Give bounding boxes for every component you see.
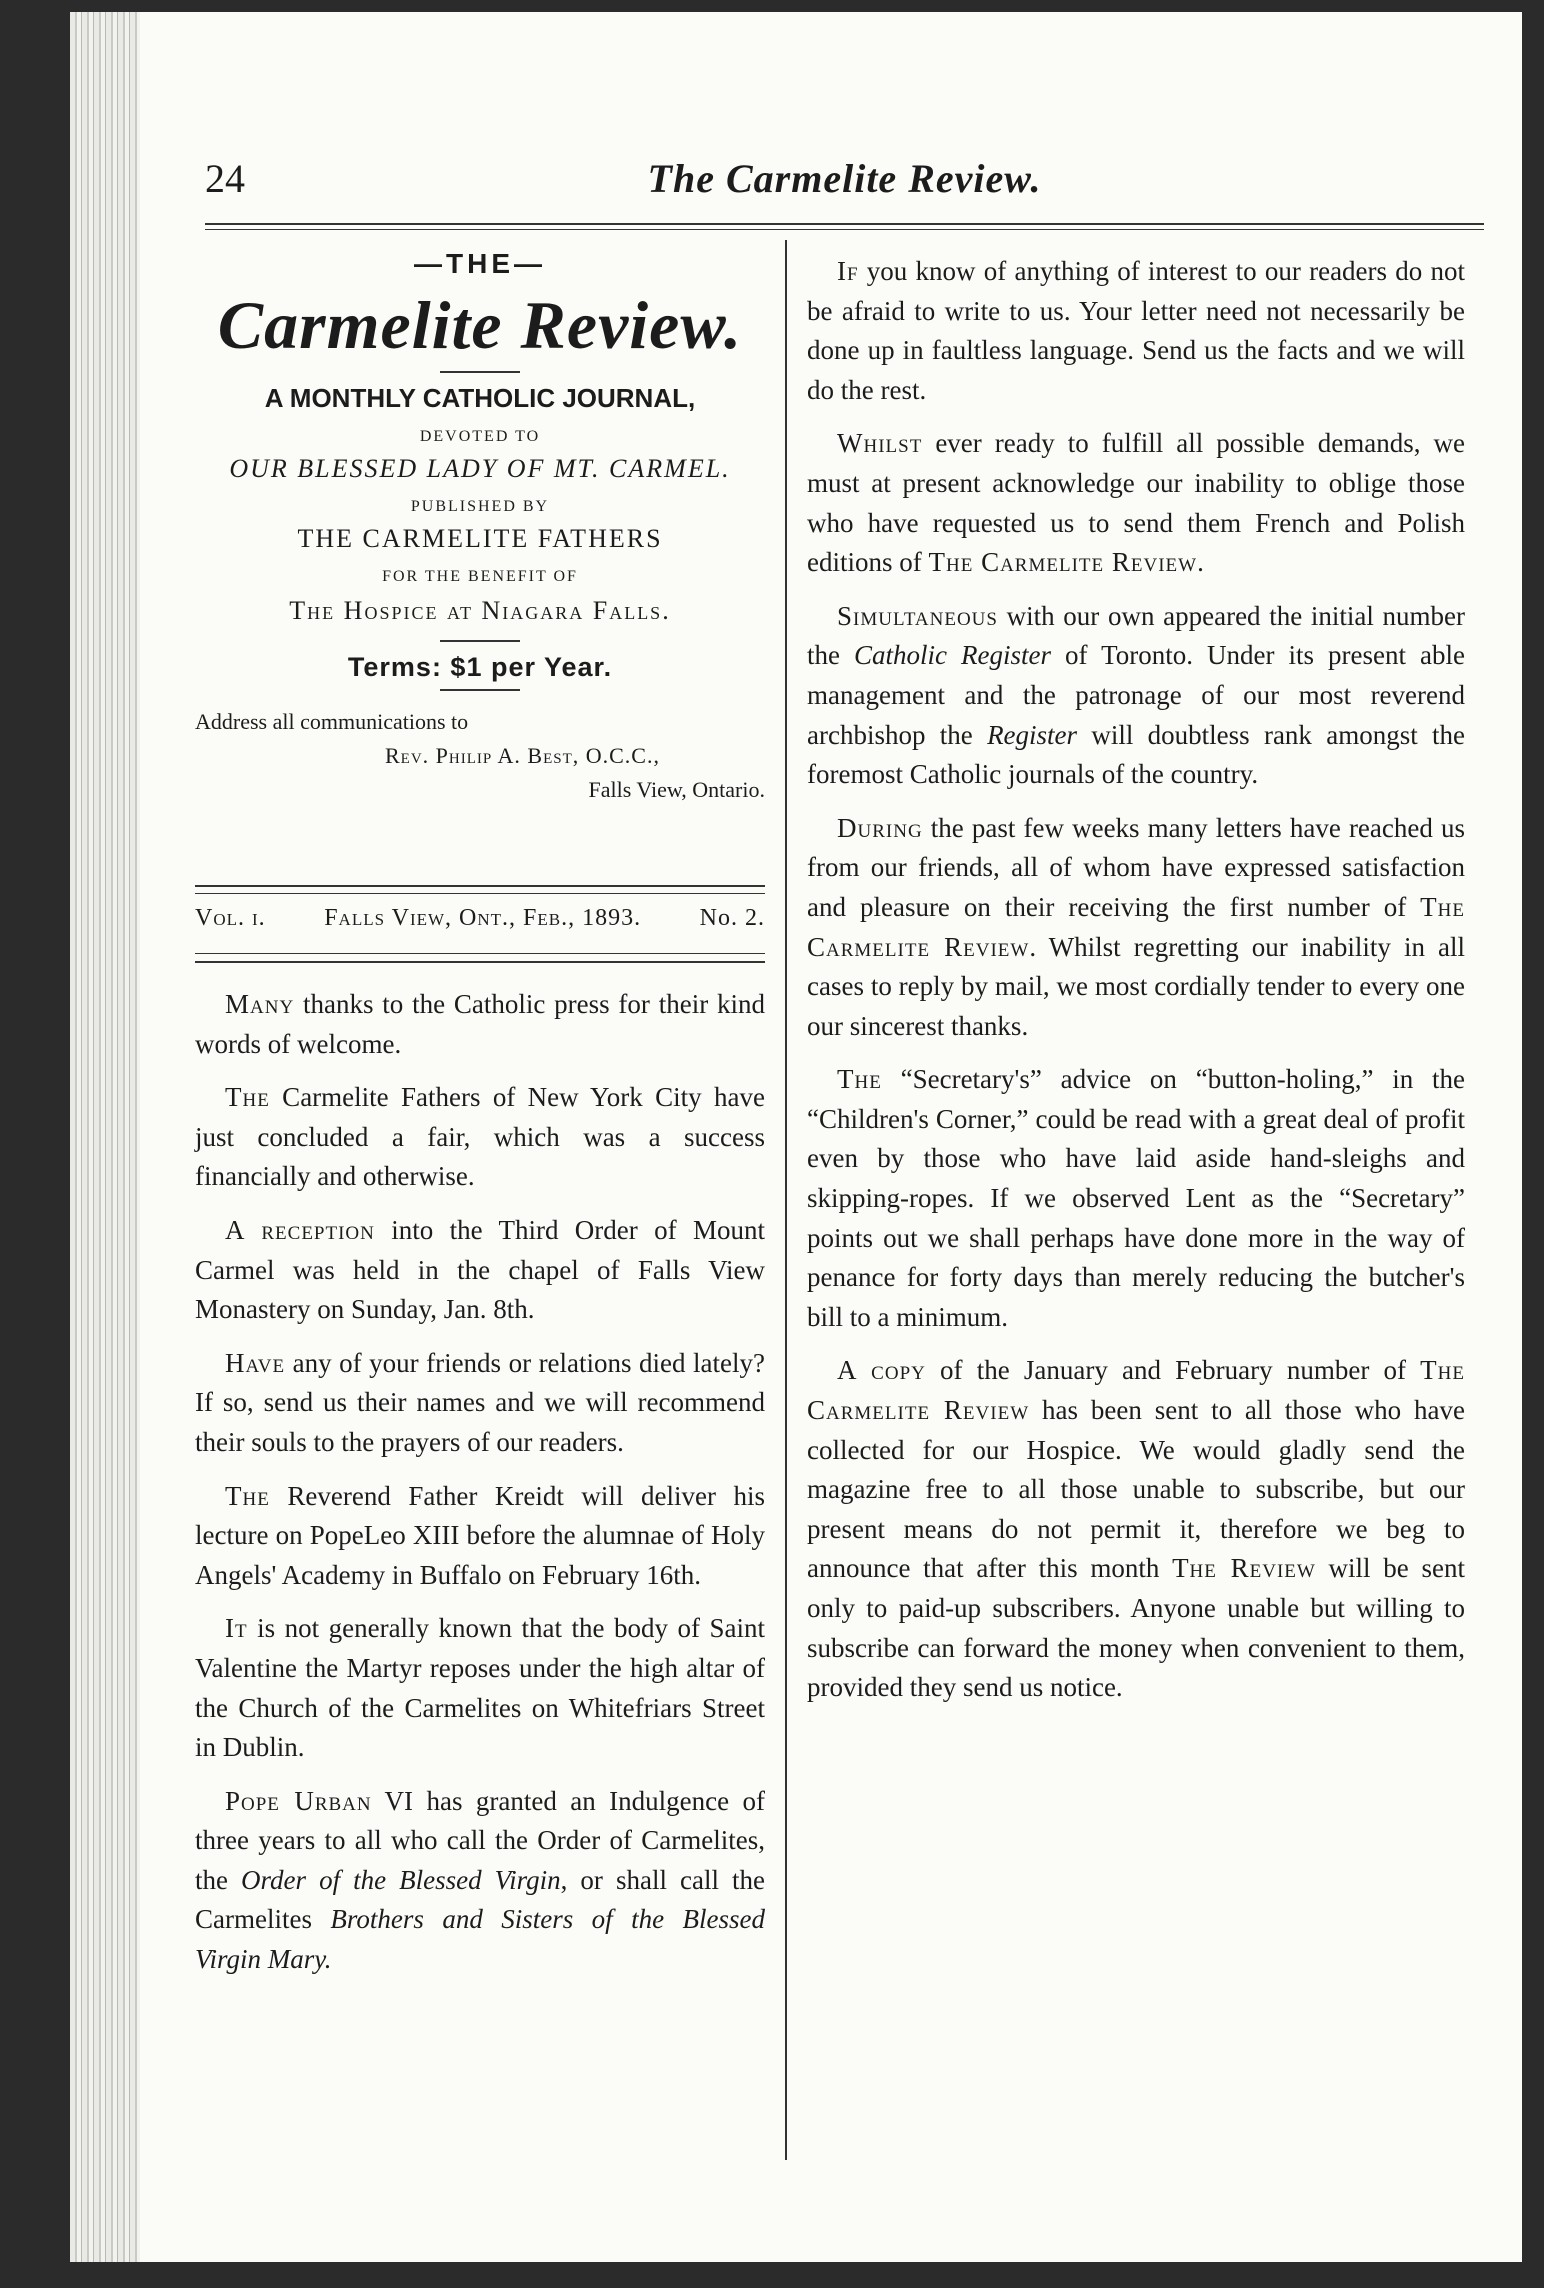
paragraph: The Carmelite Fathers of New York City have just concluded a fair, which was a success financially and otherwise. xyxy=(195,1082,765,1192)
paragraph: Have any of your friends or relations died lately? If so, send us their names and we will recommend their souls to the prayers of our readers. xyxy=(195,1347,765,1457)
place-date: Falls View, Ont., Feb., 1893. xyxy=(324,905,642,931)
paragraph: If you know of anything of interest to our readers do not be afraid to write to us. Your letter need not necessarily be done up in faultless language. Send us the facts and we will do the rest. xyxy=(807,256,1465,405)
paragraph: The Reverend Father Kreidt will deliver his lecture on PopeLeo XIII before the alumnae of Holy Angels' Academy in Buffalo on February 16th. xyxy=(195,1480,765,1590)
paragraph: A copy of the January and February number of The Carmelite Review has been sent to all those who have collected for our Hospice. We would gladly send the magazine free to all those unable to subscribe, but our present means do not permit it, therefore we beg to announce that after this month The Review will be sent only to paid-up subscribers. Anyone unable but willing to subscribe can forward the money when convenient to them, provided they send us notice. xyxy=(807,1355,1466,1703)
page-header xyxy=(205,155,1484,215)
paragraph: A reception into the Third Order of Mount Carmel was held in the chapel of Falls View Monastery on Sunday, Jan. 8th. xyxy=(195,1214,765,1325)
address-place: Falls View, Ontario. xyxy=(588,777,765,802)
masthead-subtitle: A MONTHLY CATHOLIC JOURNAL, xyxy=(264,383,696,413)
publishers: THE CARMELITE FATHERS xyxy=(297,524,663,553)
page-number: 24 xyxy=(205,156,245,201)
paragraph: The “Secretary's” advice on “button-holing,” in the “Children's Corner,” could be read with a great deal of profit even by those who have laid aside hand-sleighs and skipping-ropes. If we observed Lent as the “Secretary” points out we shall perhaps have done more in the way of penance for forty days than merely reducing the butcher's bill to a minimum. xyxy=(807,1064,1465,1332)
volume-line xyxy=(195,905,765,932)
paragraph: Simultaneous with our own appeared the initial number the Catholic Register of Toronto. Under its present able management and the patronage of our most reverend archbishop the Register will doubtless rank amongst the foremost Catholic journals of the country. xyxy=(807,600,1466,790)
header-rule xyxy=(205,223,1484,225)
published-by-label: PUBLISHED BY xyxy=(410,498,550,515)
paragraph: Many thanks to the Catholic press for their kind words of welcome. xyxy=(195,989,765,1059)
devotion-text: OUR BLESSED LADY OF MT. CARMEL. xyxy=(229,454,731,483)
terms: Terms: $1 per Year. xyxy=(347,652,613,682)
volume-rule-top xyxy=(195,885,765,887)
volume-rule-top-thin xyxy=(195,893,765,894)
address-intro: Address all communications to xyxy=(195,709,469,734)
paragraph: Pope Urban VI has granted an Indulgence of three years to all who call the Order of Carmelites, the Order of the Blessed Virgin, or shall call the Carmelites Brothers and Sisters of the Blessed Virgin Mary. xyxy=(195,1785,766,1975)
right-column xyxy=(807,252,1465,1722)
paragraph: During the past few weeks many letters have reached us from our friends, all of whom have expressed satisfaction and pleasure on their receiving the first number of The Carmelite Review. Whilst regretting our inability in all cases to reply by mail, we most cordially tender to every one our sincerest thanks. xyxy=(807,812,1466,1041)
masthead-the: —THE— xyxy=(414,248,546,279)
terms-rule-bottom xyxy=(440,689,520,691)
for-benefit-label: FOR THE BENEFIT OF xyxy=(382,568,578,585)
paragraph: Whilst ever ready to fulfill all possible demands, we must at present acknowledge our inability to oblige those who have requested us to send them French and Polish editions of The Carmelite Review. xyxy=(807,428,1465,578)
header-rule-thin xyxy=(205,229,1484,230)
column-divider xyxy=(785,240,787,2160)
volume-rule-bottom xyxy=(195,961,765,963)
volume-rule-bottom-thin xyxy=(195,953,765,954)
devoted-to-label: DEVOTED TO xyxy=(419,428,541,445)
masthead-title: Carmelite Review. xyxy=(217,287,743,363)
terms-rule-top xyxy=(440,640,520,642)
address-name: Rev. Philip A. Best, O.C.C., xyxy=(385,743,660,768)
paragraph: It is not generally known that the body of Saint Valentine the Martyr reposes under the high altar of the Church of the Carmelites on Whitefriars Street in Dublin. xyxy=(195,1613,765,1763)
issue-number: No. 2. xyxy=(699,905,765,931)
masthead-rule xyxy=(440,371,520,373)
book-binding xyxy=(70,12,140,2262)
hospice-name: The Hospice at Niagara Falls. xyxy=(289,596,671,625)
left-column xyxy=(195,985,765,1994)
address-block xyxy=(195,705,765,807)
running-title: The Carmelite Review. xyxy=(647,156,1042,201)
masthead xyxy=(195,248,765,807)
volume-number: Vol. i. xyxy=(195,905,266,931)
